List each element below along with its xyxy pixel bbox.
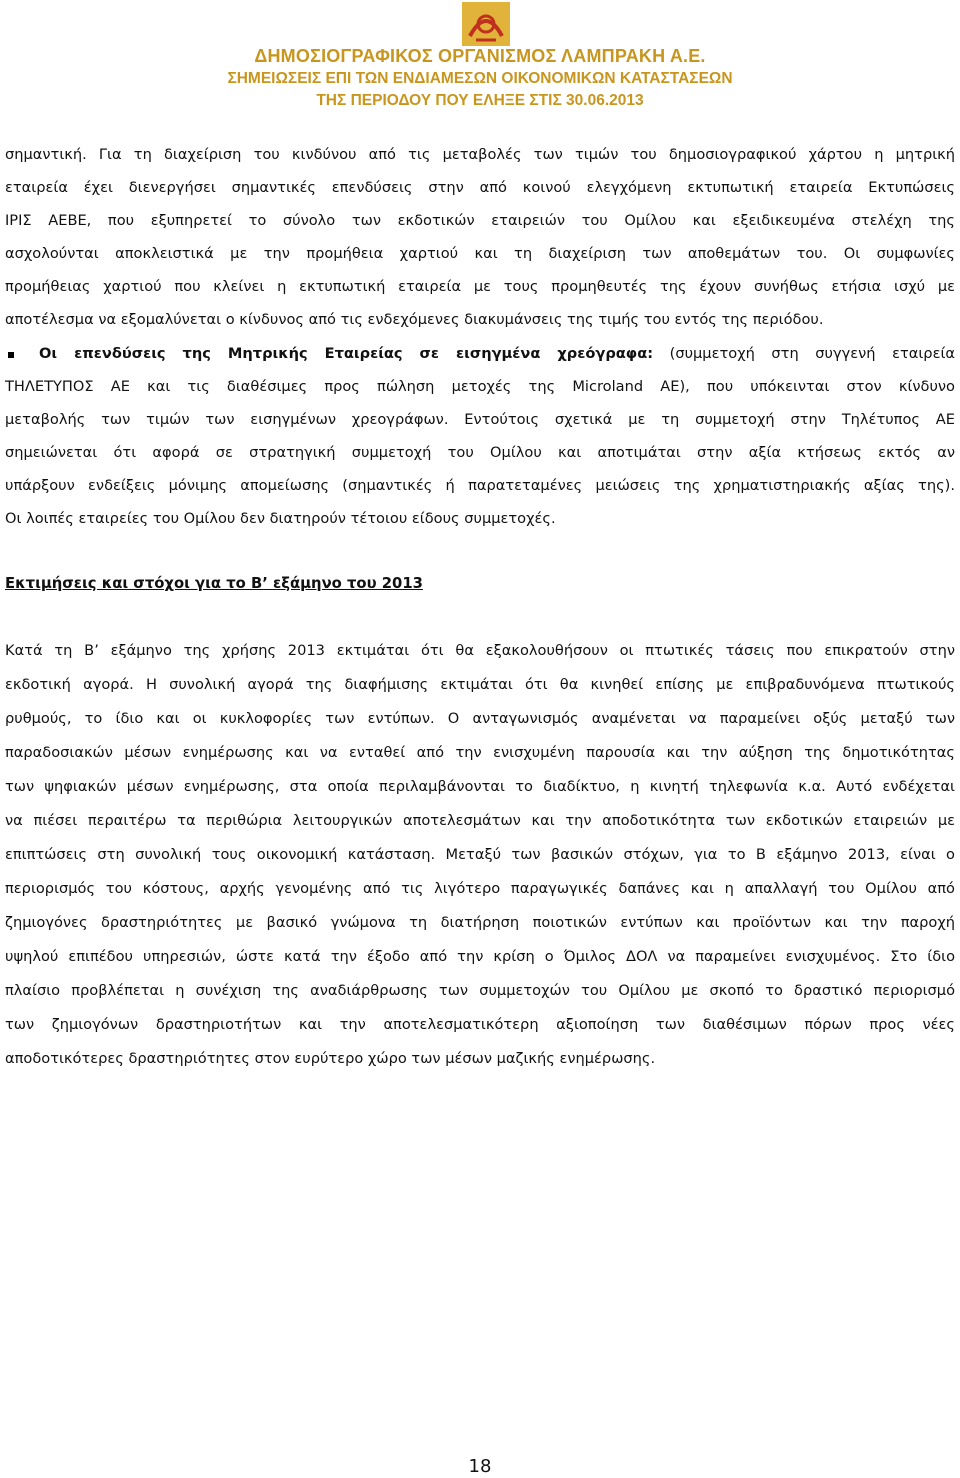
text-line: ΙΡΙΣ ΑΕΒΕ, που εξυπηρετεί το σύνολο των εκδοτικών εταιρειών του Ομίλου και εξειδικευμένα στελέχη της [5, 212, 955, 229]
section-heading: Εκτιμήσεις και στόχοι για το Β’ εξάμηνο του 2013 [5, 575, 423, 592]
text-line: Κατά τη Β’ εξάμηνο της χρήσης 2013 εκτιμάται ότι θα εξακολουθήσουν οι πτωτικές τάσεις που επικρατούν στην [5, 642, 955, 659]
text-line: παραδοσιακών μέσων ενημέρωσης και να ενταθεί από την ενισχυμένη παρουσία και την αύξηση της δημοτικότητας [5, 744, 955, 761]
text-line: των ζημιογόνων δραστηριοτήτων και την αποτελεσματικότερη αξιοποίηση των διαθέσιμων πόρων προς νέες [5, 1016, 955, 1033]
text-line: σημαντική. Για τη διαχείριση του κινδύνου από τις μεταβολές των τιμών του δημοσιογραφικού χάρτου η μητρική [5, 146, 955, 163]
text-line: περιορισμός του κόστους, αρχής γενομένης από τις λιγότερο παραγωγικές δαπάνες και η απαλλαγή του Ομίλου από [5, 880, 955, 897]
text-line: υψηλού επιπέδου υπηρεσιών, ώστε κατά την έξοδο από την κρίση ο Όμιλος ΔΟΛ να παραμείνει ενισχυμένος. Στο ίδιο [5, 948, 955, 965]
text-line: αποδοτικότερες δραστηριότητες στον ευρύτερο χώρο των μέσων μαζικής ενημέρωσης. [5, 1050, 656, 1067]
text-line: σημειώνεται ότι αφορά σε στρατηγική συμμετοχή του Ομίλου και αποτιμάται στην αξία κτήσεως εκτός αν [5, 444, 955, 461]
text-line: Οι λοιπές εταιρείες του Ομίλου δεν διατηρούν τέτοιου είδους συμμετοχές. [5, 510, 556, 527]
text-line: επιπτώσεις στη συνολική τους οικονομική κατάσταση. Μεταξύ των βασικών στόχων, για το Β εξάμηνο 2013, είναι ο [5, 846, 955, 863]
company-name: ΔΗΜΟΣΙΟΓΡΑΦΙΚΟΣ ΟΡΓΑΝΙΣΜΟΣ ΛΑΜΠΡΑΚΗ Α.Ε. [254, 46, 706, 66]
text-line: υπάρξουν ενδείξεις μόνιμης απομείωσης (σημαντικές ή παρατεταμένες μειώσεις της χρηματιστηριακής αξίας της). [5, 477, 955, 494]
text-line: ρυθμούς, το ίδιο και οι κυκλοφορίες των εντύπων. Ο ανταγωνισμός αναμένεται να παραμείνει οξύς μεταξύ των [5, 710, 955, 727]
text-line: να πιέσει περαιτέρω τα περιθώρια λειτουργικών αποτελεσμάτων και την αποδοτικότητα των εκδοτικών εταιρειών με [5, 812, 955, 829]
report-period: ΤΗΣ ΠΕΡΙΟΔΟΥ ΠΟΥ ΕΛΗΞΕ ΣΤΙΣ 30.06.2013 [316, 92, 644, 109]
text-line: ασχολούνται αποκλειστικά με την προμήθεια χαρτιού και τη διαχείριση των αποθεμάτων του. Οι συμφωνίες [5, 245, 955, 262]
bullet-first-line [39, 345, 955, 363]
text-line: μεταβολής των τιμών των εισηγμένων χρεογράφων. Εντούτοις σχετικά με τη συμμετοχή στην Τηλέτυπος ΑΕ [5, 411, 955, 428]
text-line: ζημιογόνες δραστηριότητες με βασικό γνώμονα τη διατήρηση ποιοτικών εντύπων και προϊόντων και την παροχή [5, 914, 955, 931]
text-line: αποτέλεσμα να εξομαλύνεται ο κίνδυνος από τις ενδεχόμενες διακυμάνσεις της τιμής του εντός της περιόδου. [5, 311, 824, 328]
bullet-first-line-rest: (συμμετοχή στη συγγενή εταιρεία [653, 345, 956, 362]
bullet-bold-lead: Οι επενδύσεις της Μητρικής Εταιρείας σε εισηγμένα χρεόγραφα: [39, 345, 654, 362]
text-line: πλαίσιο προβλέπεται η συνέχιση της αναδιάρθρωσης των συμμετοχών του Ομίλου με σκοπό το δραστικό περιορισμό [5, 982, 955, 999]
page-header [0, 0, 960, 112]
bullet-marker [8, 352, 14, 358]
text-line: ΤΗΛΕΤΥΠΟΣ ΑΕ και τις διαθέσιμες προς πώληση μετοχές της Microland ΑΕ), που υπόκεινται στον κίνδυνο [5, 378, 955, 395]
text-line: εκδοτική αγορά. Η συνολική αγορά της διαφήμισης εκτιμάται ότι θα κινηθεί επίσης με επιβραδυνόμενα πτωτικούς [5, 676, 955, 693]
text-line: προμήθειας χαρτιού που κλείνει η εκτυπωτική εταιρεία με τους προμηθευτές της έχουν συνήθως ετήσια ισχύ με [5, 278, 955, 295]
text-line: εταιρεία έχει διενεργήσει σημαντικές επενδύσεις στην από κοινού ελεγχόμενη εκτυπωτική εταιρεία Εκτυπώσεις [5, 179, 955, 196]
text-line: των ψηφιακών μέσων ενημέρωσης, στα οποία περιλαμβάνονται το διαδίκτυο, η κινητή τηλεφωνία κ.α. Αυτό ενδέχεται [5, 778, 955, 795]
report-subtitle: ΣΗΜΕΙΩΣΕΙΣ ΕΠΙ ΤΩΝ ΕΝΔΙΑΜΕΣΩΝ ΟΙΚΟΝΟΜΙΚΩΝ ΚΑΤΑΣΤΑΣΕΩΝ [227, 70, 733, 87]
page-number: 18 [468, 1456, 492, 1477]
company-logo [462, 2, 510, 46]
